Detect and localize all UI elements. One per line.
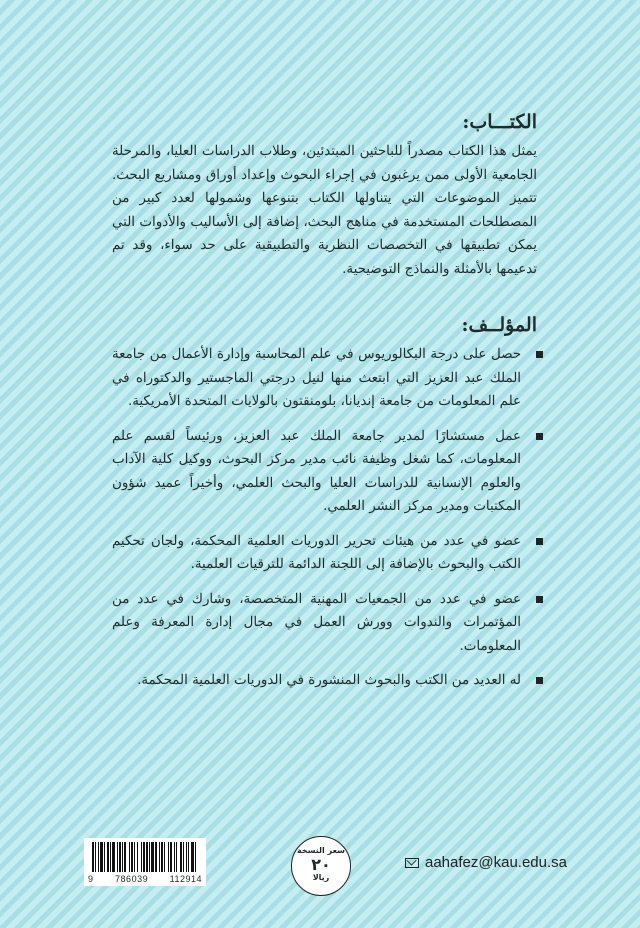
barcode-bar [143, 842, 145, 872]
barcode-bar [174, 842, 175, 872]
barcode-bars [84, 838, 206, 874]
price-amount: ٢٠ [311, 855, 331, 874]
list-item: له العديد من الكتب والبحوث المنشورة في الدوريات العلمية المحكمة. [112, 669, 537, 693]
barcode-bar [149, 842, 150, 872]
price-badge [291, 836, 351, 896]
barcode-bar [95, 842, 96, 872]
barcode-bar [141, 842, 142, 872]
list-item: عضو في عدد من الجمعيات المهنية المتخصصة، وشارك في عدد من المؤتمرات والندوات وورش العمل في مجال إدارة المعرفة وعلم المعلومات. [112, 588, 537, 659]
barcode-bar [168, 842, 169, 872]
square-bullet-icon [536, 538, 543, 545]
barcode-bar [151, 842, 154, 872]
list-item: عضو في عدد من هيئات تحرير الدوريات العلمية المحكمة، ولجان تحكيم الكتب والبحوث بالإضافة إلى اللجنة الدائمة للترقيات العلمية. [112, 530, 537, 577]
barcode-bar [112, 842, 115, 872]
barcode-bar [146, 842, 148, 872]
email-address[interactable]: aahafez@kau.edu.sa [425, 854, 567, 871]
barcode-bar [131, 842, 133, 872]
barcode-bar [107, 842, 109, 872]
author-heading: المؤلــف: [461, 314, 537, 336]
book-description: يمثل هذا الكتاب مصدراً للباحثين المبتدئين، وطلاب الدراسات العليا، والمرحلة الجامعية الأولى ممن يرغبون في إجراء البحوث وإعداد أوراق ومشاريع البحث. تتميز الموضوعات التي يتناولها الكتاب بتنوعها وشمولها لعدد كبير من المصطلحات المستخدمة في مناهج البحث، إضافة إلى الأساليب والأدوات التي يمكن تطبيقها في التخصصات النظرية والتطبيقية على حد سواء، وقد تم تدعيمها بالأمثلة والنماذج التوضيحية. [112, 144, 537, 277]
barcode-bar [170, 842, 172, 872]
square-bullet-icon [536, 351, 543, 358]
barcode-bar [176, 842, 177, 872]
barcode-bar [137, 842, 138, 872]
barcode-bar [104, 842, 105, 872]
barcode-bar [188, 842, 189, 872]
square-bullet-icon [536, 677, 543, 684]
barcode-bar [122, 842, 123, 872]
barcode-bar [164, 842, 165, 872]
barcode-digits: 9 786039 112914 [88, 874, 202, 884]
barcode-bar [129, 842, 130, 872]
barcode-bar [117, 842, 118, 872]
barcode-bar [100, 842, 103, 872]
square-bullet-icon [536, 596, 543, 603]
isbn-barcode [84, 838, 206, 886]
barcode-bar [195, 842, 196, 872]
list-item: عمل مستشارًا لمدير جامعة الملك عبد العزيز، ورئيساً لقسم علم المعلومات، كما شغل وظيفة نائب مدير مركز البحوث، ووكيل كلية الآداب والعلوم الإنسانية للدراسات العليا والبحث العلمي، وأخيراً عميد شؤون المكتبات ومدير مركز النشر العلمي. [112, 425, 537, 519]
barcode-bar [186, 842, 187, 872]
square-bullet-icon [536, 433, 543, 440]
price-label: سعر النسخة [297, 846, 345, 855]
barcode-bar [180, 842, 182, 872]
envelope-icon [405, 858, 419, 868]
contact-email[interactable] [405, 854, 567, 871]
barcode-bar [191, 842, 194, 872]
barcode-bar [92, 842, 94, 872]
barcode-bar [124, 842, 126, 872]
barcode-bar [119, 842, 121, 872]
back-cover-text [112, 108, 537, 704]
barcode-bar [159, 842, 160, 872]
list-item: حصل على درجة البكالوريوس في علم المحاسبة وإدارة الأعمال من جامعة الملك عبد العزيز التي ابتعث منها لنيل درجتي الماجستير والدكتوراه في علم المعلومات من جامعة إنديانا، بلومنقتون بالولايات المتحدة الأمريكية. [112, 343, 537, 414]
price-currency: ريالا [312, 873, 330, 882]
barcode-bar [110, 842, 111, 872]
barcode-bar [134, 842, 135, 872]
barcode-bar [183, 842, 184, 872]
barcode-bar [155, 842, 157, 872]
author-bio-list [112, 343, 537, 693]
barcode-bar [161, 842, 163, 872]
book-heading: الكتـــاب: [462, 111, 537, 133]
barcode-bar [98, 842, 99, 872]
